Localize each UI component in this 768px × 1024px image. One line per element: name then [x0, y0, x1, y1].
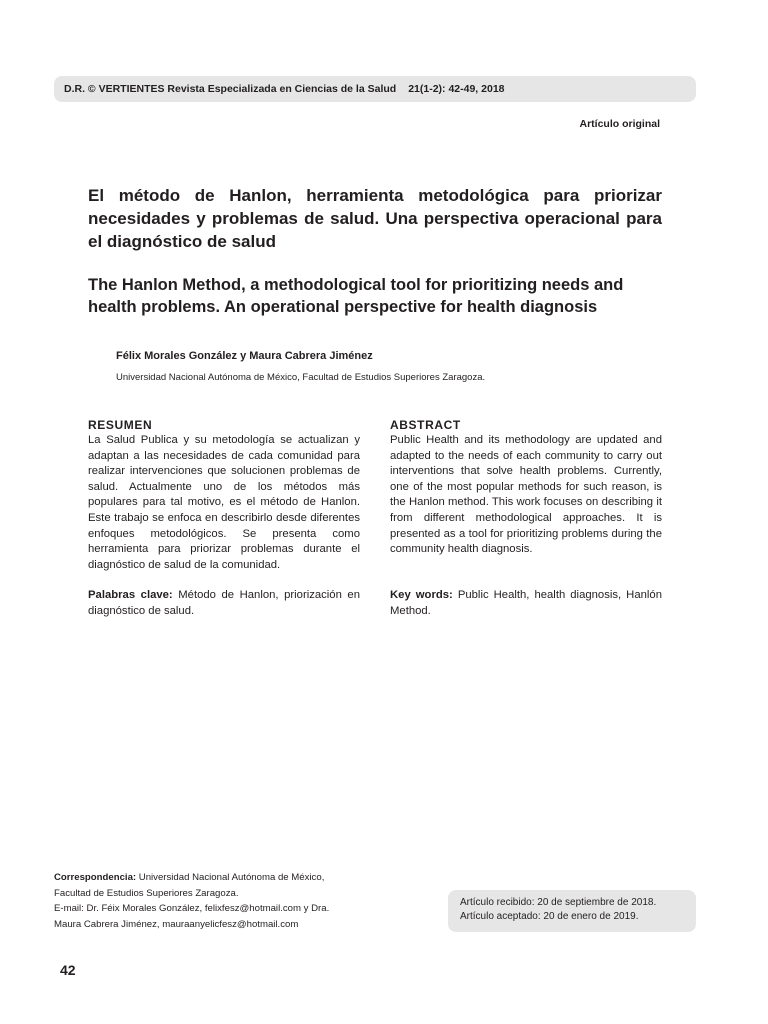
journal-issue: 21(1-2): 42-49, 2018 [408, 83, 505, 95]
abstract-keywords-label: Key words: [390, 589, 453, 601]
date-accepted: Artículo aceptado: 20 de enero de 2019. [460, 911, 639, 922]
resumen-body: La Salud Publica y su metodología se actualizan y adaptan a las necesidades de cada comunidad para realizar intervenciones que solucionen problemas de salud. Actualmente uno de los métodos más populares para tal motivo, es el método de Hanlon. Este trabajo se enfoca en describirlo desde diferentes enfoques metodológicos. Se presenta como herramienta para priorizar problemas durante el diagnóstico de salud de la comunidad. [88, 434, 360, 571]
resumen-section [88, 418, 360, 617]
page-number: 42 [60, 962, 76, 978]
correspondence-line-1 [54, 870, 384, 886]
correspondence-line-4: Maura Cabrera Jiménez, mauraanyelicfesz@hotmail.com [54, 918, 299, 930]
abstract-section [390, 418, 662, 617]
correspondence-label: Correspondencia: [54, 872, 137, 883]
correspondence-line-2: Facultad de Estudios Superiores Zaragoza. [54, 887, 239, 899]
article-type-label: Artículo original [579, 118, 660, 130]
title-spanish: El método de Hanlon, herramienta metodológica para priorizar necesidades y problemas de salud. Una perspectiva operacional para el diagnóstico de salud [88, 186, 662, 251]
journal-name: D.R. © VERTIENTES Revista Especializada en Ciencias de la Salud [64, 83, 397, 95]
resumen-heading: RESUMEN [88, 418, 153, 432]
date-received: Artículo recibido: 20 de septiembre de 2018. [460, 897, 657, 908]
resumen-keywords-text: Método de Hanlon, priorización en diagnóstico de salud. [88, 589, 360, 617]
title-english: The Hanlon Method, a methodological tool for prioritizing needs and health problems. An operational perspective for health diagnosis [88, 276, 624, 316]
authors: Félix Morales González y Maura Cabrera Jiménez [116, 350, 373, 362]
correspondence-institution: Universidad Nacional Autónoma de México, [136, 872, 325, 883]
journal-header-bar [54, 76, 696, 102]
abstract-body: Public Health and its methodology are updated and adapted to the needs of each community to carry out interventions that solve health problems. Currently, one of the most popular methods for such reason, is the Hanlon method. This work focuses on describing it from different methodological approaches. It is presented as a tool for prioritizing problems during the community health diagnosis. [390, 434, 662, 556]
abstract-keywords [390, 588, 662, 619]
correspondence-line-3: E-mail: Dr. Féix Morales González, felixfesz@hotmail.com y Dra. [54, 903, 330, 914]
resumen-keywords-label: Palabras clave: [88, 589, 173, 601]
resumen-keywords [88, 588, 360, 619]
abstract-heading: ABSTRACT [390, 418, 461, 432]
correspondence-block [54, 870, 384, 932]
affiliation: Universidad Nacional Autónoma de México, Facultad de Estudios Superiores Zaragoza. [116, 372, 486, 383]
article-dates-box [448, 890, 696, 932]
abstract-keywords-text: Public Health, health diagnosis, Hanlón Method. [390, 589, 662, 617]
